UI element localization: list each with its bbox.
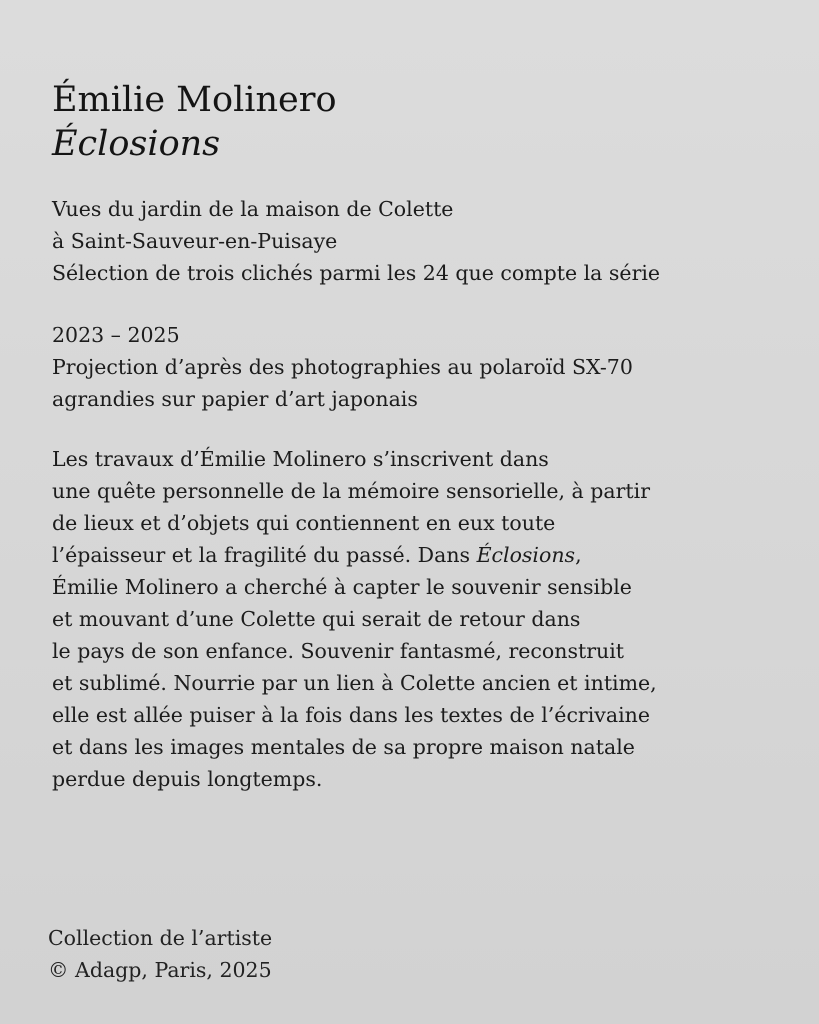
description-italic-title: Éclosions	[476, 543, 576, 567]
description-text: l’épaisseur et la fragilité du passé. Dans	[52, 543, 477, 567]
technique-line: Projection d’après des photographies au polaroïd SX-70	[52, 355, 633, 379]
description-block	[52, 443, 779, 795]
description-line: et dans les images mentales de sa propre maison natale	[52, 735, 635, 759]
description-line: le pays de son enfance. Souvenir fantasmé, reconstruit	[52, 639, 624, 663]
description-line: elle est allée puiser à la fois dans les textes de l’écrivaine	[52, 703, 650, 727]
copyright-credit: © Adagp, Paris, 2025	[48, 958, 272, 982]
description-line: une quête personnelle de la mémoire sensorielle, à partir	[52, 479, 650, 503]
credits-block	[48, 922, 272, 986]
description-text: ,	[575, 543, 582, 567]
description-line: de lieux et d’objets qui contiennent en eux toute	[52, 511, 556, 535]
subject-line: Vues du jardin de la maison de Colette	[52, 197, 454, 221]
work-date: 2023 – 2025	[52, 323, 180, 347]
technique-line: agrandies sur papier d’art japonais	[52, 387, 418, 411]
description-line: perdue depuis longtemps.	[52, 767, 323, 791]
subject-line: à Saint-Sauveur-en-Puisaye	[52, 229, 338, 253]
artist-name: Émilie Molinero	[52, 80, 337, 120]
dates-block	[52, 319, 779, 415]
description-line: Les travaux d’Émilie Molinero s’inscrivent dans	[52, 447, 549, 471]
description-line: et mouvant d’une Colette qui serait de retour dans	[52, 607, 581, 631]
collection-credit: Collection de l’artiste	[48, 926, 273, 950]
subject-block	[52, 193, 779, 289]
subject-line: Sélection de trois clichés parmi les 24 que compte la série	[52, 261, 661, 285]
work-title: Éclosions	[52, 124, 221, 164]
description-line: Émilie Molinero a cherché à capter le souvenir sensible	[52, 575, 632, 599]
description-line: et sublimé. Nourrie par un lien à Colette ancien et intime,	[52, 671, 657, 695]
description-line	[52, 539, 779, 571]
